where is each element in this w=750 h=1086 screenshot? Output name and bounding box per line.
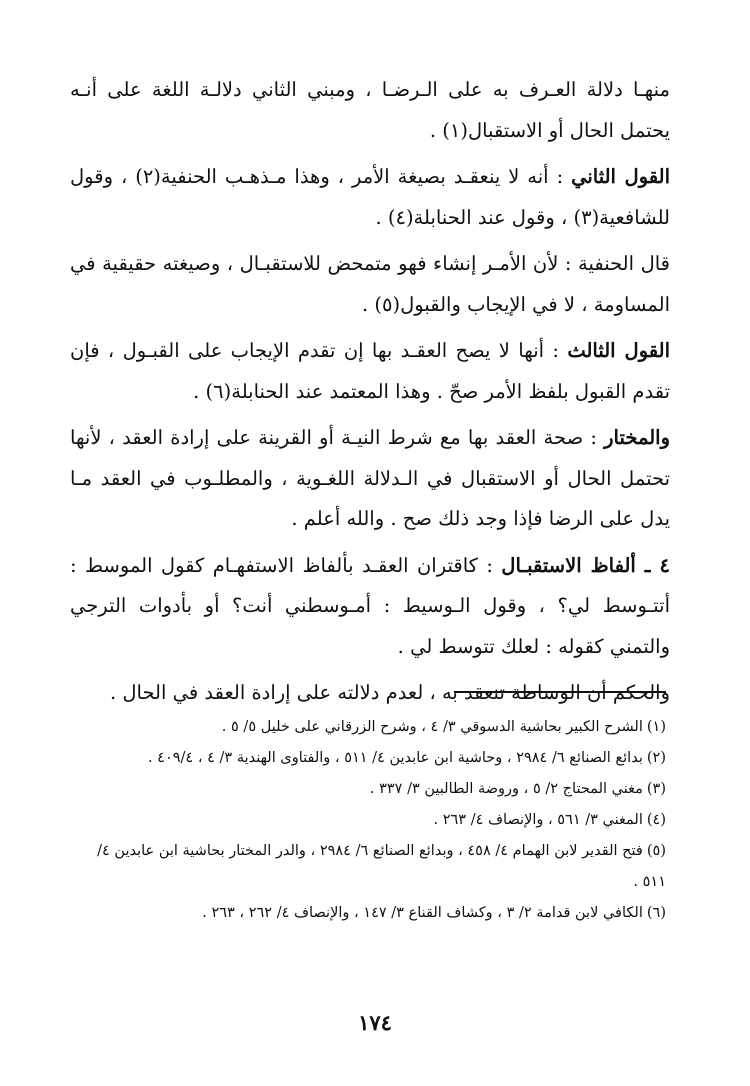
footnote-number: (٢) — [646, 750, 666, 766]
footnote-number: (٣) — [646, 781, 666, 797]
paragraph-2 — [70, 157, 670, 238]
paragraph-7 — [70, 673, 670, 714]
footnote-separator — [454, 691, 666, 693]
paragraph-1-text: منهـا دلالة العـرف به على الـرضـا ، ومبني الثاني دلالـة اللغة على أنـه يحتمل الحال أو الاستقبال(١) . — [70, 78, 670, 142]
paragraph-5 — [70, 418, 670, 540]
paragraph-4-text: : أنها لا يصح العقـد بها إن تقدم الإيجاب على القبـول ، فإن تقدم القبول بلفظ الأمر صحّ . وهذا المعتمد عند الحنابلة(٦) . — [70, 339, 670, 403]
paragraph-2-text: : أنه لا ينعقـد بصيغة الأمر ، وهذا مـذهـب الحنفية(٢) ، وقول للشافعية(٣) ، وقول عند الحنابلة(٤) . — [70, 165, 670, 229]
footnote-text: الكافي لابن قدامة ٢/ ٣ ، وكشاف القناع ٣/ ١٤٧ ، والإنصاف ٤/ ٢٦٢ ، ٢٦٣ . — [202, 905, 643, 921]
footnote-text: الشرح الكبير بحاشية الدسوقي ٣/ ٤ ، وشرح الزرقاني على خليل ٥/ ٥ . — [221, 719, 643, 735]
footnote — [76, 712, 666, 743]
paragraph-6 — [70, 546, 670, 668]
paragraph-3-text: قال الحنفية : لأن الأمـر إنشاء فهو متمحض للاستقبـال ، وصيغته حقيقية في المساومة ، لا في الإيجاب والقبول(٥) . — [70, 252, 670, 316]
paragraph-6-text: : كاقتران العقـد بألفاظ الاستفهـام كقول الموسط : أتتـوسط لي؟ ، وقول الـوسيط : أمـوسطني أنت؟ أو بأدوات الترجي والتمني كقوله : لعلك تتوسط لي . — [70, 553, 670, 658]
footnote — [76, 743, 666, 774]
footnotes — [76, 712, 666, 929]
main-text — [70, 70, 670, 720]
paragraph-6-heading: ٤ ـ ألفاظ الاستقبـال — [501, 553, 670, 577]
footnote-number: (٦) — [646, 905, 666, 921]
footnote-number: (٤) — [646, 812, 666, 828]
footnote-number: (١) — [646, 719, 666, 735]
paragraph-1 — [70, 70, 670, 151]
paragraph-2-heading: القول الثاني — [571, 165, 670, 188]
footnote — [76, 805, 666, 836]
footnote-text: المغني ٣/ ٥٦١ ، والإنصاف ٤/ ٢٦٣ . — [433, 812, 643, 828]
paragraph-5-heading: والمختار — [604, 426, 670, 449]
paragraph-4-heading: القول الثالث — [567, 339, 670, 362]
paragraph-5-text: : صحة العقد بها مع شرط النيـة أو القرينة على إرادة العقد ، لأنها تحتمل الحال أو الاستقبال في الـدلالة اللغـوية ، والمطلـوب في العقد مـا يدل على الرضا فإذا وجد ذلك صح . والله أعلم . — [70, 426, 670, 530]
paragraph-3 — [70, 244, 670, 325]
paragraph-4 — [70, 331, 670, 412]
footnote-text: مغني المحتاج ٢/ ٥ ، وروضة الطالبين ٣/ ٣٣٧ . — [369, 781, 643, 797]
footnote — [76, 836, 666, 898]
paragraph-7-text: والحكم أن الوساطة تنعقد به ، لعدم دلالته على إرادة العقد في الحال . — [109, 681, 670, 704]
footnote-number: (٥) — [646, 843, 666, 859]
footnote-text: فتح القدير لابن الهمام ٤/ ٤٥٨ ، وبدائع الصنائع ٦/ ٢٩٨٤ ، والدر المختار بحاشية ابن عابدين ٤/ ٥١١ . — [97, 843, 666, 890]
footnote — [76, 898, 666, 929]
footnote-text: بدائع الصنائع ٦/ ٢٩٨٤ ، وحاشية ابن عابدين ٤/ ٥١١ ، والفتاوى الهندية ٣/ ٤ ، ٤٠٩/٤ . — [147, 750, 643, 766]
page-number: ١٧٤ — [358, 1010, 392, 1035]
footnote — [76, 774, 666, 805]
